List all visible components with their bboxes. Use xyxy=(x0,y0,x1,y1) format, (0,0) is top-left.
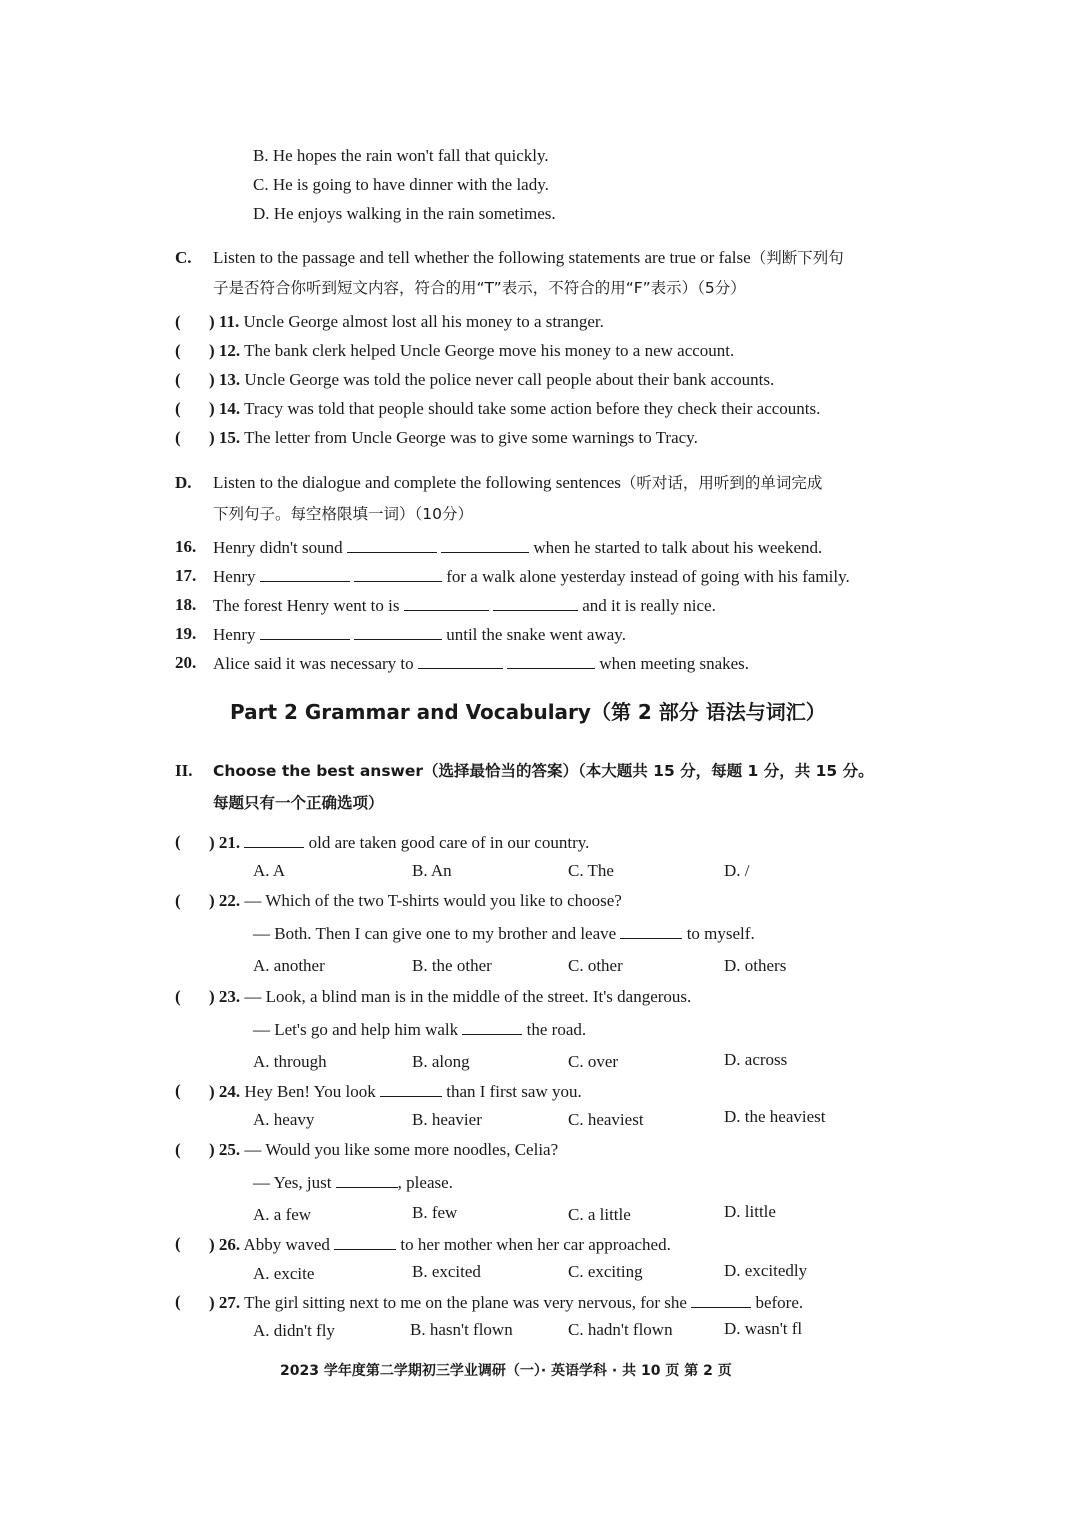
statement-12: ) 12. The bank clerk helped Uncle George move his money to a new account. xyxy=(209,341,735,360)
q27-option-c[interactable]: C. hadn't flown xyxy=(568,1320,673,1339)
question-23-line2: — Let's go and help him walk the road. xyxy=(253,1020,587,1039)
q24-option-a[interactable]: A. heavy xyxy=(253,1110,315,1129)
answer-paren-26[interactable]: ( xyxy=(175,1234,181,1253)
sentence-18: The forest Henry went to is and it is really nice. xyxy=(213,596,716,615)
blank-18b[interactable] xyxy=(493,594,578,611)
answer-paren-22[interactable]: ( xyxy=(175,891,181,910)
question-24: ) 24. Hey Ben! You look than I first saw you. xyxy=(209,1082,582,1101)
section-d-label: D. xyxy=(175,473,192,492)
blank-18a[interactable] xyxy=(404,594,489,611)
q23-option-c[interactable]: C. over xyxy=(568,1052,619,1071)
question-27: ) 27. The girl sitting next to me on the plane was very nervous, for she before. xyxy=(209,1293,804,1312)
option-c-prev: C. He is going to have dinner with the lady. xyxy=(253,175,549,194)
answer-paren-25[interactable]: ( xyxy=(175,1140,181,1159)
section-c-instr-en: Listen to the passage and tell whether the following statements are true or false xyxy=(213,248,751,267)
sentence-18-number: 18. xyxy=(175,595,197,614)
blank-17b[interactable] xyxy=(354,565,442,582)
blank-20a[interactable] xyxy=(418,652,503,669)
blank-22[interactable] xyxy=(620,922,682,939)
q26-option-c[interactable]: C. exciting xyxy=(568,1262,643,1281)
q25-option-b[interactable]: B. few xyxy=(412,1203,458,1222)
part2-heading: Part 2 Grammar and Vocabulary（第 2 部分 语法与词汇） xyxy=(230,700,826,724)
option-d-prev: D. He enjoys walking in the rain sometimes. xyxy=(253,204,556,223)
sentence-17-number: 17. xyxy=(175,566,197,585)
q24-option-b[interactable]: B. heavier xyxy=(412,1110,482,1129)
q25-option-a[interactable]: A. a few xyxy=(253,1205,312,1224)
answer-paren-11[interactable]: ( xyxy=(175,312,181,331)
blank-26[interactable] xyxy=(334,1233,396,1250)
section-ii-instructions-2: 每题只有一个正确选项） xyxy=(213,794,384,812)
q23-option-d[interactable]: D. across xyxy=(724,1050,788,1069)
statement-11: ) 11. Uncle George almost lost all his money to a stranger. xyxy=(209,312,604,331)
q22-option-c[interactable]: C. other xyxy=(568,956,623,975)
answer-paren-14[interactable]: ( xyxy=(175,399,181,418)
statement-13: ) 13. Uncle George was told the police never call people about their bank accounts. xyxy=(209,370,775,389)
sentence-20: Alice said it was necessary to when meeting snakes. xyxy=(213,654,750,673)
q21-option-c[interactable]: C. The xyxy=(568,861,614,880)
blank-25[interactable] xyxy=(336,1171,398,1188)
q27-option-b[interactable]: B. hasn't flown xyxy=(410,1320,513,1339)
question-22: ) 22. — Which of the two T-shirts would you like to choose? xyxy=(209,891,622,910)
sentence-19: Henry until the snake went away. xyxy=(213,625,626,644)
section-ii-instructions: Choose the best answer（选择最恰当的答案）（本大题共 15 分，每题 1 分，共 15 分。 xyxy=(213,762,874,780)
blank-20b[interactable] xyxy=(507,652,595,669)
blank-23[interactable] xyxy=(462,1018,522,1035)
section-c-label: C. xyxy=(175,248,192,267)
q22-option-b[interactable]: B. the other xyxy=(412,956,492,975)
q24-option-c[interactable]: C. heaviest xyxy=(568,1110,644,1129)
statement-15: ) 15. The letter from Uncle George was to give some warnings to Tracy. xyxy=(209,428,698,447)
sentence-17: Henry for a walk alone yesterday instead of going with his family. xyxy=(213,567,850,586)
blank-27[interactable] xyxy=(691,1291,751,1308)
answer-paren-13[interactable]: ( xyxy=(175,370,181,389)
blank-16b[interactable] xyxy=(441,536,529,553)
question-23: ) 23. — Look, a blind man is in the middle of the street. It's dangerous. xyxy=(209,987,692,1006)
q21-option-b[interactable]: B. An xyxy=(412,861,452,880)
question-22-line2: — Both. Then I can give one to my brother and leave to myself. xyxy=(253,924,755,943)
answer-paren-21[interactable]: ( xyxy=(175,832,181,851)
section-d-instructions: Listen to the dialogue and complete the following sentences（听对话，用听到的单词完成 xyxy=(213,473,823,492)
q21-option-a[interactable]: A. A xyxy=(253,861,286,880)
q22-option-d[interactable]: D. others xyxy=(724,956,787,975)
answer-paren-12[interactable]: ( xyxy=(175,341,181,360)
section-c-instructions xyxy=(213,247,844,269)
answer-paren-15[interactable]: ( xyxy=(175,428,181,447)
sentence-16-number: 16. xyxy=(175,537,197,556)
q23-option-a[interactable]: A. through xyxy=(253,1052,327,1071)
q27-option-a[interactable]: A. didn't fly xyxy=(253,1321,335,1340)
q25-option-c[interactable]: C. a little xyxy=(568,1205,631,1224)
q23-option-b[interactable]: B. along xyxy=(412,1052,470,1071)
q25-option-d[interactable]: D. little xyxy=(724,1202,776,1221)
question-21: ) 21. old are taken good care of in our country. xyxy=(209,833,590,852)
answer-paren-27[interactable]: ( xyxy=(175,1292,181,1311)
page-footer: 2023 学年度第二学期初三学业调研（一）· 英语学科 · 共 10 页 第 2 页 xyxy=(280,1363,732,1379)
sentence-20-number: 20. xyxy=(175,653,197,672)
q26-option-d[interactable]: D. excitedly xyxy=(724,1261,808,1280)
question-25-line2: — Yes, just , please. xyxy=(253,1173,453,1192)
section-ii-label: II. xyxy=(175,761,193,780)
statement-14: ) 14. Tracy was told that people should take some action before they check their accounts. xyxy=(209,399,821,418)
sentence-16: Henry didn't sound when he started to talk about his weekend. xyxy=(213,538,823,557)
q21-option-d[interactable]: D. / xyxy=(724,861,750,880)
section-c-instr-cn1: （判断下列句 xyxy=(750,249,844,267)
q22-option-a[interactable]: A. another xyxy=(253,956,325,975)
blank-16a[interactable] xyxy=(347,536,437,553)
q24-option-d[interactable]: D. the heaviest xyxy=(724,1107,826,1126)
q26-option-b[interactable]: B. excited xyxy=(412,1262,481,1281)
blank-21[interactable] xyxy=(244,831,304,848)
blank-19a[interactable] xyxy=(260,623,350,640)
answer-paren-24[interactable]: ( xyxy=(175,1081,181,1100)
question-25: ) 25. — Would you like some more noodles, Celia? xyxy=(209,1140,559,1159)
question-26: ) 26. Abby waved to her mother when her car approached. xyxy=(209,1235,671,1254)
sentence-19-number: 19. xyxy=(175,624,197,643)
option-b-prev: B. He hopes the rain won't fall that quickly. xyxy=(253,146,549,165)
blank-17a[interactable] xyxy=(260,565,350,582)
answer-paren-23[interactable]: ( xyxy=(175,987,181,1006)
blank-19b[interactable] xyxy=(354,623,442,640)
section-c-instructions-2: 子是否符合你听到短文内容，符合的用“T”表示，不符合的用“F”表示）（5分） xyxy=(213,279,746,297)
q26-option-a[interactable]: A. excite xyxy=(253,1264,315,1283)
q27-option-d[interactable]: D. wasn't fl xyxy=(724,1319,803,1338)
section-d-instructions-2: 下列句子。每空格限填一词）（10分） xyxy=(213,505,473,523)
blank-24[interactable] xyxy=(380,1080,442,1097)
